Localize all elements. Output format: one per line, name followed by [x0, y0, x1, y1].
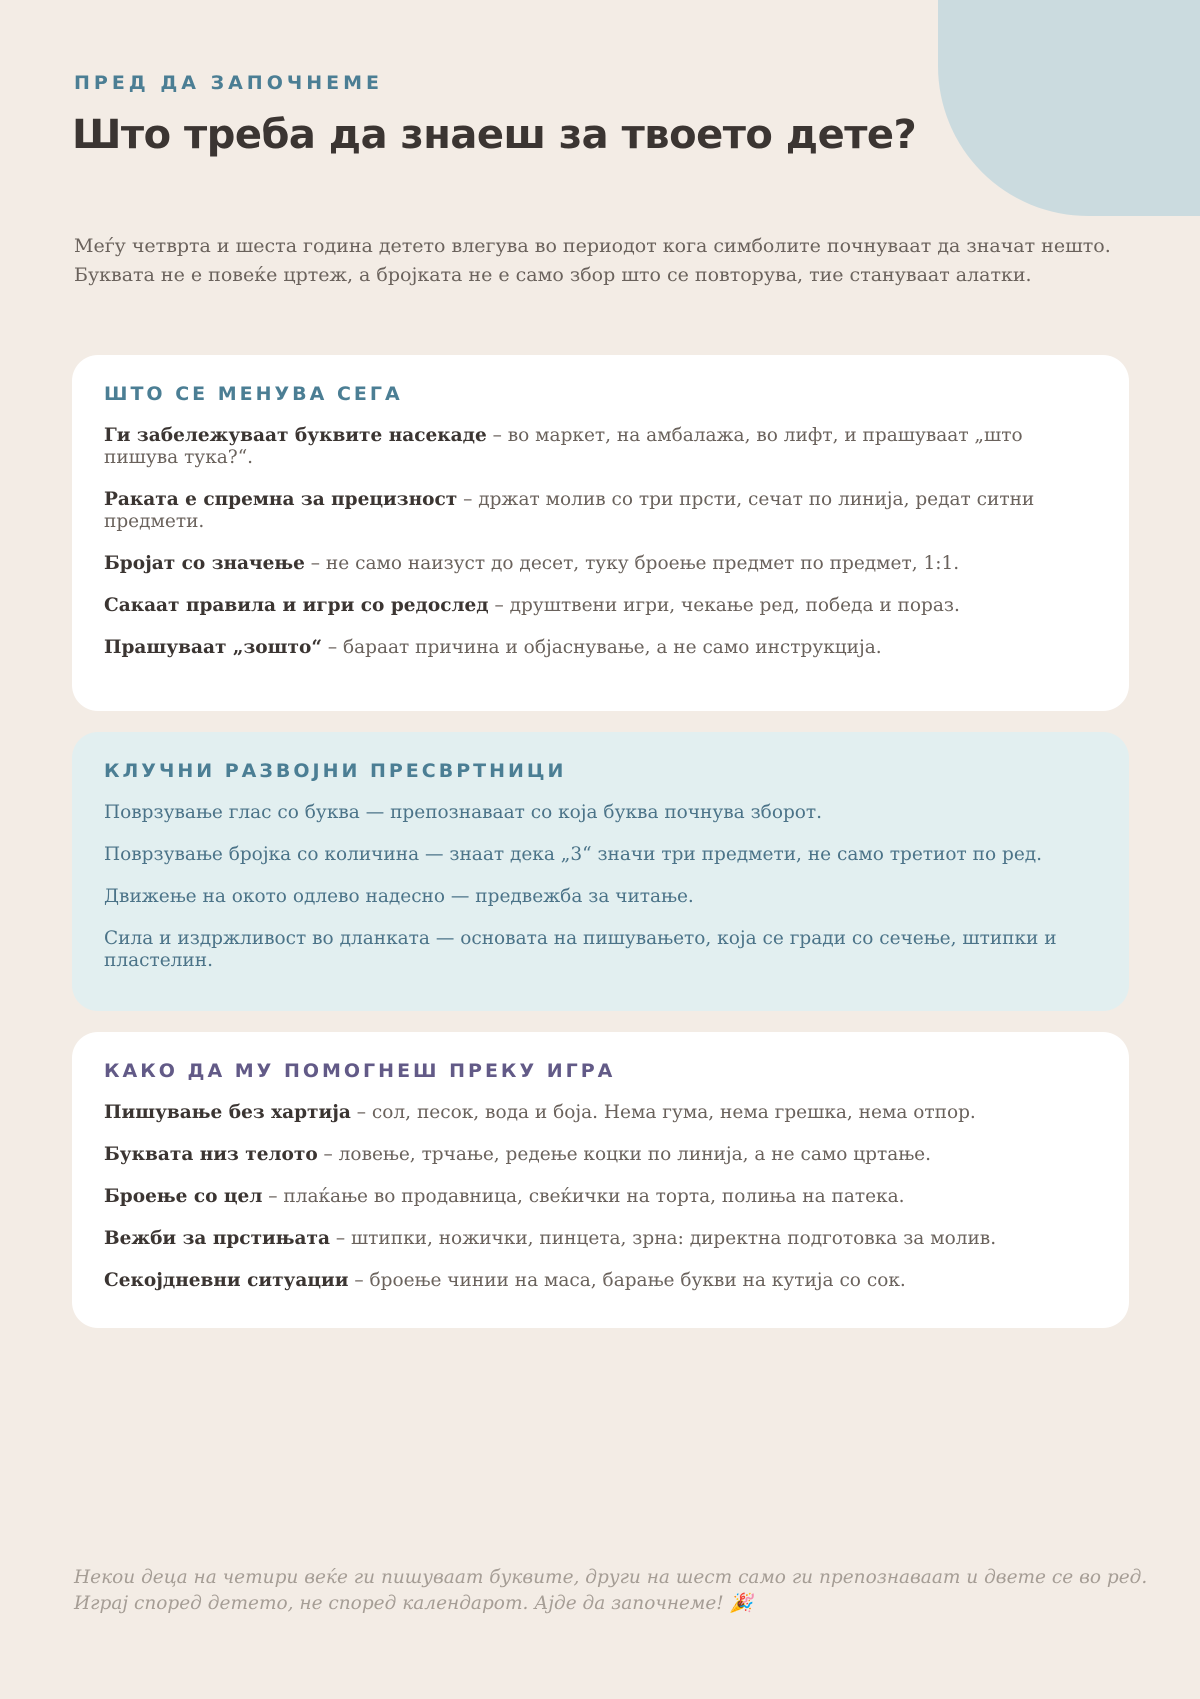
item-text: – сол, песок, вода и боја. Нема гума, нема грешка, нема отпор.: [350, 1102, 976, 1123]
item-text: – бараат причина и објаснување, а не само инструкција.: [321, 637, 882, 658]
item-text: – не само наизуст до десет, туку броење предмет по предмет, 1:1.: [304, 553, 960, 574]
list-item: [104, 595, 1064, 617]
intro-line: Меѓу четврта и шеста година детето влегува во периодот кога симболите почнуваат да значат нешто.: [74, 235, 1111, 257]
list-item: [104, 425, 1064, 469]
play-card: [72, 1032, 1129, 1328]
list-item: Сила и издржливост во дланката — основата на пишувањето, која се гради со сечење, штипки и пластелин.: [104, 928, 1057, 971]
play-heading: КАКО ДА МУ ПОМОГНЕШ ПРЕКУ ИГРА: [104, 1060, 616, 1082]
item-text: – во маркет, на амбалажа, во лифт, и прашуваат „што пишува тука?“.: [104, 425, 1023, 468]
list-item: Движење на окото одлево надесно — предвежба за читање.: [104, 886, 694, 907]
changes-list: [104, 425, 1097, 659]
item-text: – плаќање во продавница, свеќички на торта, полиња на патека.: [262, 1186, 905, 1207]
list-item: [104, 1186, 1064, 1208]
milestones-list: [104, 802, 1097, 972]
intro-line: Буквата не е повеќе цртеж, а бројката не е само збор што се повторува, тие стануваат алатки.: [74, 264, 1032, 286]
item-bold: Бројат со значење: [104, 553, 305, 574]
page-title: Што треба да знаеш за твоето дете?: [72, 112, 917, 158]
item-bold: Вежби за прстињата: [104, 1228, 330, 1249]
eyebrow-label: ПРЕД ДА ЗАПОЧНЕМЕ: [74, 72, 383, 94]
list-item: Поврзување бројка со количина — знаат дека „3“ значи три предмети, не само третиот по ред.: [104, 844, 1043, 865]
item-text: – држат молив со три прсти, сечат по линија, редат ситни предмети.: [104, 489, 1035, 532]
list-item: [104, 1144, 1064, 1166]
item-bold: Броење со цел: [104, 1186, 263, 1207]
list-item: [104, 1102, 1064, 1124]
item-bold: Пишување без хартија: [104, 1102, 351, 1123]
item-bold: Секојдневни ситуации: [104, 1270, 349, 1291]
item-bold: Прашуваат „зошто“: [104, 637, 322, 658]
item-bold: Раката е спремна за прецизност: [104, 489, 458, 510]
intro-paragraph: [74, 232, 1154, 290]
list-item: [104, 489, 1064, 533]
item-text: – броење чинии на маса, барање букви на кутија со сок.: [348, 1270, 906, 1291]
milestones-heading: КЛУЧНИ РАЗВОЈНИ ПРЕСВРТНИЦИ: [104, 760, 567, 782]
changes-heading: ШТО СЕ МЕНУВА СЕГА: [104, 383, 403, 405]
milestones-card: [72, 732, 1129, 1011]
item-bold: Ги забележуваат буквите насекаде: [104, 425, 487, 446]
closing-note: [74, 1565, 1154, 1617]
list-item: Поврзување глас со буква — препознаваат со која буква почнува зборот.: [104, 802, 823, 823]
changes-card: [72, 355, 1129, 711]
list-item: [104, 553, 1064, 575]
list-item: [104, 637, 1064, 659]
item-bold: Сакаат правила и игри со редослед: [104, 595, 489, 616]
item-bold: Буквата низ телото: [104, 1144, 318, 1165]
item-text: – штипки, ножички, пинцета, зрна: директна подготовка за молив.: [329, 1228, 997, 1249]
decorative-corner-blob: [938, 0, 1200, 216]
list-item: [104, 1270, 1064, 1292]
item-text: – ловење, трчање, редење коцки по линија, а не само цртање.: [317, 1144, 932, 1165]
list-item: [104, 1228, 1064, 1250]
closing-line: Некои деца на четири веќе ги пишуваат буквите, други на шест само ги препознаваат и двете се во ред.: [74, 1567, 1148, 1588]
closing-line: Играј според детето, не според календарот. Ајде да започнеме! 🎉: [74, 1593, 753, 1614]
item-text: – друштвени игри, чекање ред, победа и пораз.: [488, 595, 960, 616]
play-list: [104, 1102, 1097, 1292]
